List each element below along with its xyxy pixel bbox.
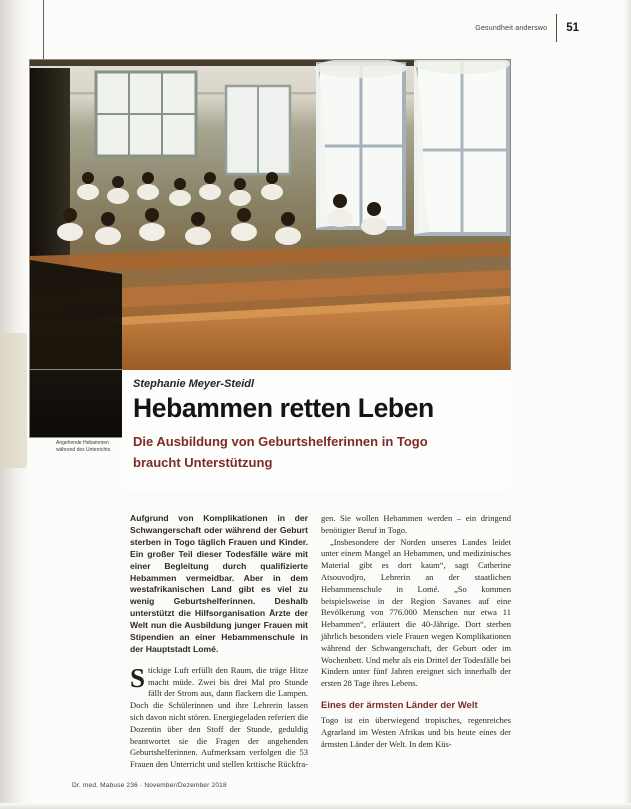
photo-caption [56,440,124,453]
right-window-2 [414,60,510,234]
page-number: 51 [566,22,579,34]
page-header [475,14,579,42]
header-divider [556,14,557,42]
body-paragraph-4: Togo ist ein überwiegend tropisches, regenreiches Agrarland im Westen Afrikas und bis heute eines der ärmsten Länder der Welt. In dem Küs- [321,714,511,749]
scan-edge-bottom [0,803,631,809]
dropcap: S [130,662,146,693]
body-paragraph-2: gen. Sie wollen Hebammen werden – ein dringend benötigter Beruf in Togo. [321,513,511,535]
article-title: Hebammen retten Leben [133,393,434,423]
body-paragraph-1-text: tickige Luft erfüllt den Raum, die träge Hitze macht müde. Zwei bis drei Mal pro Stunde fällt der Strom aus, dann flackern die Lampen. Doch die Schülerinnen und ihre Lehrerin lassen sich davon nicht stören. Energiegeladen referiert die Dozentin über den Stoff der Stunde, geduldig beantwortet sie die Fragen der angehenden Geburtshelferinnen. Aufmerksam verfolgen die 53 Frauen den Unterricht und stellen kritische Rückfra- [130,664,308,770]
middle-window [226,86,290,174]
scan-shadow-patch [0,333,27,468]
classroom-photo [30,60,510,370]
page-footer: Dr. med. Mabuse 236 · November/Dezember 2018 [72,782,227,789]
photo-sliver [30,370,122,437]
classroom-photo-illustration [30,60,510,370]
body-paragraph-1 [130,662,308,771]
scan-fold-line [43,0,44,61]
subtitle-line2: braucht Unterstützung [133,455,273,470]
dark-corner [30,260,122,370]
subhead-1: Eines der ärmsten Länder der Welt [321,699,478,711]
photo-caption-line2: während des Unterrichts [56,446,111,453]
intro-paragraph: Aufgrund von Komplikationen in der Schwangerschaft oder während der Geburt sterben in Togo täglich Frauen und Kinder. Ein großer Teil dieser Todesfälle wäre mit einer Begleitung durch qualifizierte Hebammen vermeidbar. Aber in dem westafrikanischen Land gibt es viel zu wenig Geburtshelferinnen. Deshalb unterstützt die Hilfsorganisation Ärzte der Welt nun die Ausbildung junger Frauen mit Stipendien an einer Hebammenschule in der Hauptstadt Lomé. [130,513,308,654]
article-body [130,513,511,771]
scan-edge-right [624,0,631,809]
column-right [321,513,511,771]
article-subtitle [133,431,511,473]
title-block [122,370,511,491]
back-window [96,72,196,156]
author-byline: Stephanie Meyer-Steidl [133,378,255,390]
section-label: Gesundheit anderswo [475,24,548,32]
right-window-1 [315,60,407,228]
column-left [130,513,308,771]
body-paragraph-3: „Insbesondere der Norden unseres Landes leidet unter einem Mangel an Hebammen, und medizinisches Material gibt es dort kaum“, sagt Catherine Atsouvodjro, Lehrerin an der staatlichen Hebammenschule in Lomé. „So kommen beispielsweise in der Region Savanes auf eine Bevölkerung von 776.000 Menschen nur etwa 11 Hebammen“, erläutert die 40-Jährige. Dort sterben jährlich besonders viele Frauen wegen Komplikationen während der Schwangerschaft, der Geburt oder im Wochenbett. Und mehr als ein Drittel der Todesfälle bei Kindern unter fünf Jahren ereignet sich innerhalb der ersten 28 Tage ihres Lebens. [321,536,511,689]
photo-caption-line1: Angehende Hebammen [56,440,109,446]
subtitle-line1: Die Ausbildung von Geburtshelferinnen in Togo [133,434,428,449]
